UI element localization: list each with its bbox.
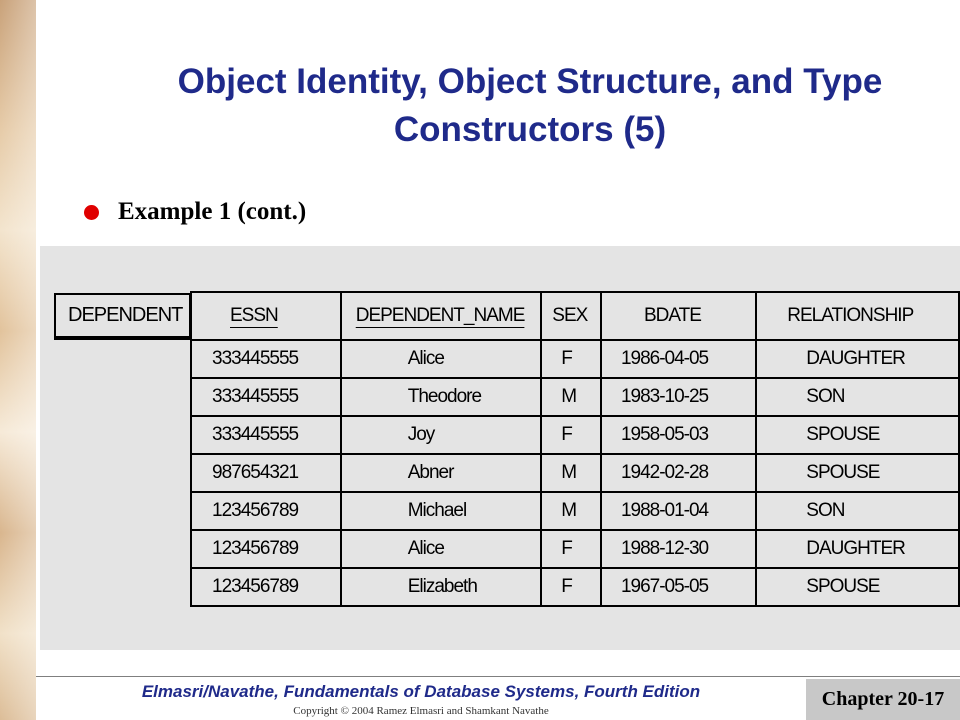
cell-sex: F <box>541 568 601 606</box>
table-row <box>191 416 959 454</box>
cell-relationship: SPOUSE <box>756 454 959 492</box>
slide-title: Object Identity, Object Structure, and Type Constructors (5) <box>177 62 883 149</box>
cell-dependent-name: Elizabeth <box>341 568 542 606</box>
table-header-row <box>191 292 959 340</box>
footer-divider <box>36 676 960 677</box>
table-row <box>191 492 959 530</box>
cell-essn: 333445555 <box>191 416 341 454</box>
cell-dependent-name: Theodore <box>341 378 542 416</box>
cell-sex: M <box>541 454 601 492</box>
cell-bdate: 1986-04-05 <box>601 340 756 378</box>
cell-relationship: SPOUSE <box>756 416 959 454</box>
relation-name: DEPENDENT <box>54 293 191 338</box>
decorative-side-strip <box>0 0 36 720</box>
bullet-text: Example 1 (cont.) <box>118 198 307 225</box>
cell-bdate: 1988-01-04 <box>601 492 756 530</box>
cell-relationship: DAUGHTER <box>756 530 959 568</box>
bullet-item <box>84 198 306 226</box>
table-body <box>191 340 959 606</box>
cell-dependent-name: Alice <box>341 530 542 568</box>
cell-dependent-name: Alice <box>341 340 542 378</box>
cell-sex: F <box>541 416 601 454</box>
cell-essn: 123456789 <box>191 530 341 568</box>
footer-copyright: Copyright © 2004 Ramez Elmasri and Shamkant Navathe <box>293 705 549 717</box>
cell-essn: 987654321 <box>191 454 341 492</box>
cell-bdate: 1967-05-05 <box>601 568 756 606</box>
table-row <box>191 530 959 568</box>
relation-figure <box>40 246 960 650</box>
column-header-sex: SEX <box>541 292 601 340</box>
footer-book-title: Elmasri/Navathe, Fundamentals of Database Systems, Fourth Edition <box>141 682 701 701</box>
cell-bdate: 1983-10-25 <box>601 378 756 416</box>
chapter-label: Chapter 20-17 <box>806 679 960 720</box>
cell-relationship: SON <box>756 378 959 416</box>
table-row <box>191 340 959 378</box>
bullet-dot-icon <box>84 205 99 220</box>
cell-relationship: SPOUSE <box>756 568 959 606</box>
table-row <box>191 568 959 606</box>
column-header-relationship: RELATIONSHIP <box>756 292 959 340</box>
cell-bdate: 1958-05-03 <box>601 416 756 454</box>
cell-essn: 333445555 <box>191 340 341 378</box>
cell-essn: 123456789 <box>191 568 341 606</box>
cell-sex: M <box>541 378 601 416</box>
cell-dependent-name: Joy <box>341 416 542 454</box>
cell-essn: 333445555 <box>191 378 341 416</box>
cell-relationship: SON <box>756 492 959 530</box>
table-row <box>191 454 959 492</box>
table-row <box>191 378 959 416</box>
cell-sex: F <box>541 340 601 378</box>
dependent-table <box>190 291 960 607</box>
cell-bdate: 1942-02-28 <box>601 454 756 492</box>
cell-bdate: 1988-12-30 <box>601 530 756 568</box>
cell-essn: 123456789 <box>191 492 341 530</box>
cell-dependent-name: Michael <box>341 492 542 530</box>
cell-relationship: DAUGHTER <box>756 340 959 378</box>
cell-dependent-name: Abner <box>341 454 542 492</box>
relation-underline <box>54 338 192 340</box>
cell-sex: F <box>541 530 601 568</box>
column-header-dependent-name: DEPENDENT_NAME <box>341 292 542 340</box>
cell-sex: M <box>541 492 601 530</box>
column-header-essn: ESSN <box>191 292 341 340</box>
column-header-bdate: BDATE <box>601 292 756 340</box>
